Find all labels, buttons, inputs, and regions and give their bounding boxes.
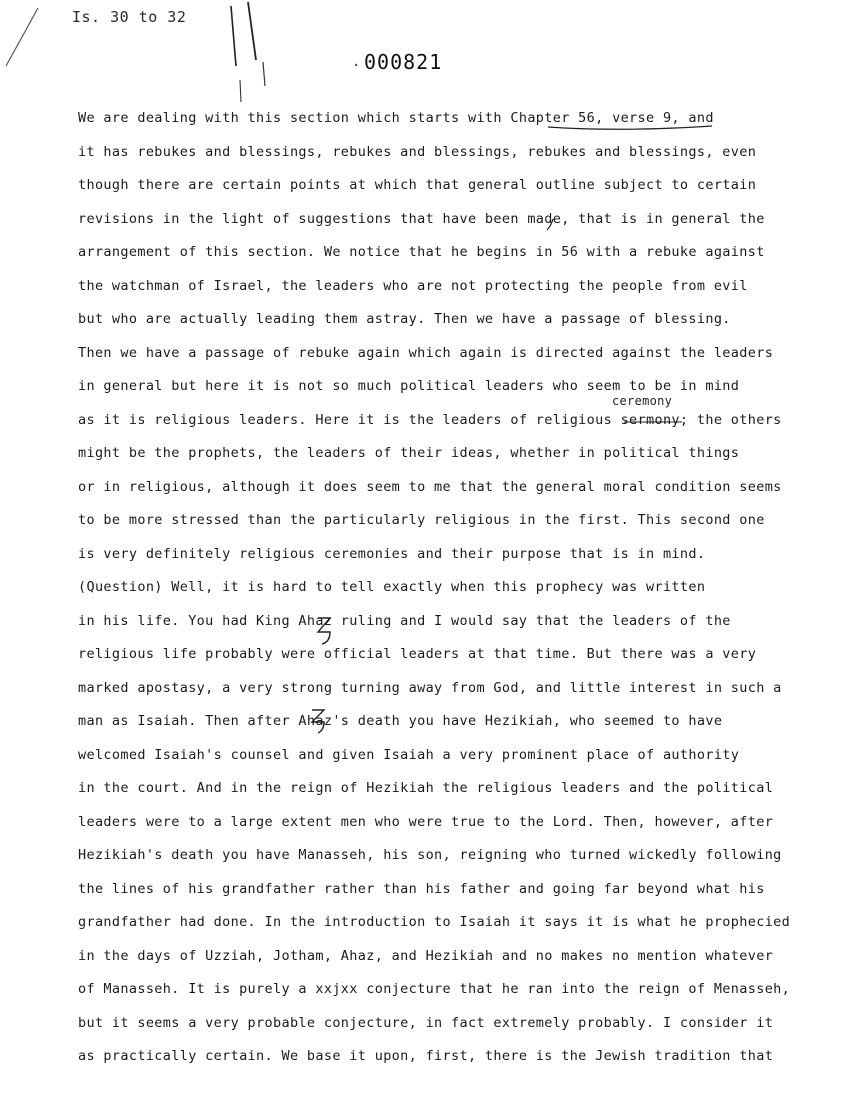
- vertical-pen-stroke-lower: [263, 62, 265, 86]
- text-line: or in religious, although it does seem to me that the general moral condition seems: [78, 478, 782, 495]
- text-line: man as Isaiah. Then after Ahaz's death you have Hezikiah, who seemed to have: [78, 713, 723, 729]
- text-line: in his life. You had King Ahaz ruling and I would say that the leaders of the: [78, 612, 731, 629]
- page-reference: Is. 30 to 32: [72, 8, 187, 26]
- typed-body-text: [78, 104, 808, 1076]
- text-line: to be more stressed than the particularly religious in the first. This second one: [78, 512, 765, 528]
- text-line: as practically certain. We base it upon, first, there is the Jewish tradition that: [78, 1048, 774, 1064]
- text-line: religious life probably were official leaders at that time. But there was a very: [78, 646, 757, 662]
- text-line: arrangement of this section. We notice that he begins in 56 with a rebuke against: [78, 244, 765, 260]
- text-line: but who are actually leading them astray. Then we have a passage of blessing.: [78, 311, 731, 327]
- text-line: in the days of Uzziah, Jotham, Ahaz, and Hezikiah and no makes no mention whatever: [78, 947, 774, 964]
- text-line: might be the prophets, the leaders of their ideas, whether in political things: [78, 445, 740, 461]
- text-line: Then we have a passage of rebuke again which again is directed against the leaders: [78, 344, 774, 361]
- text-line: (Question) Well, it is hard to tell exactly when this prophecy was written: [78, 579, 706, 595]
- stray-dot: ·: [352, 58, 361, 74]
- text-line: of Manasseh. It is purely a xxjxx conjecture that he ran into the reign of Menasseh,: [78, 981, 791, 997]
- text-line: revisions in the light of suggestions that have been made, that is in general the: [78, 210, 765, 227]
- vertical-pen-stroke-tail: [240, 80, 241, 102]
- text-line: marked apostasy, a very strong turning away from God, and little interest in such a: [78, 679, 782, 696]
- text-line: it has rebukes and blessings, rebukes and blessings, rebukes and blessings, even: [78, 143, 757, 160]
- ceremony-insertion: ceremony: [612, 394, 673, 408]
- text-line: the watchman of Israel, the leaders who are not protecting the people from evil: [78, 277, 748, 294]
- text-line: in general but here it is not so much political leaders who seem to be in mind: [78, 378, 740, 394]
- text-line: the lines of his grandfather rather than his father and going far beyond what his: [78, 880, 765, 897]
- text-line: is very definitely religious ceremonies and their purpose that is in mind.: [78, 545, 706, 562]
- text-line: in the court. And in the reign of Hezikiah the religious leaders and the political: [78, 780, 774, 796]
- vertical-pen-stroke-left: [231, 6, 236, 66]
- corner-pen-stroke: [6, 8, 38, 66]
- text-line: We are dealing with this section which starts with Chapter 56, verse 9, and: [78, 110, 714, 126]
- text-line: leaders were to a large extent men who were true to the Lord. Then, however, after: [78, 813, 774, 830]
- text-line: as it is religious leaders. Here it is the leaders of religious sermony; the others: [78, 411, 782, 428]
- text-line: though there are certain points at which that general outline subject to certain: [78, 177, 757, 193]
- text-line: but it seems a very probable conjecture, in fact extremely probably. I consider it: [78, 1014, 774, 1031]
- text-line: welcomed Isaiah's counsel and given Isaiah a very prominent place of authority: [78, 746, 740, 763]
- vertical-pen-stroke-right: [248, 2, 256, 60]
- text-line: Hezikiah's death you have Manasseh, his son, reigning who turned wickedly following: [78, 847, 782, 863]
- text-line: grandfather had done. In the introduction to Isaiah it says it is what he prophecied: [78, 914, 791, 930]
- document-number: 000821: [364, 50, 443, 74]
